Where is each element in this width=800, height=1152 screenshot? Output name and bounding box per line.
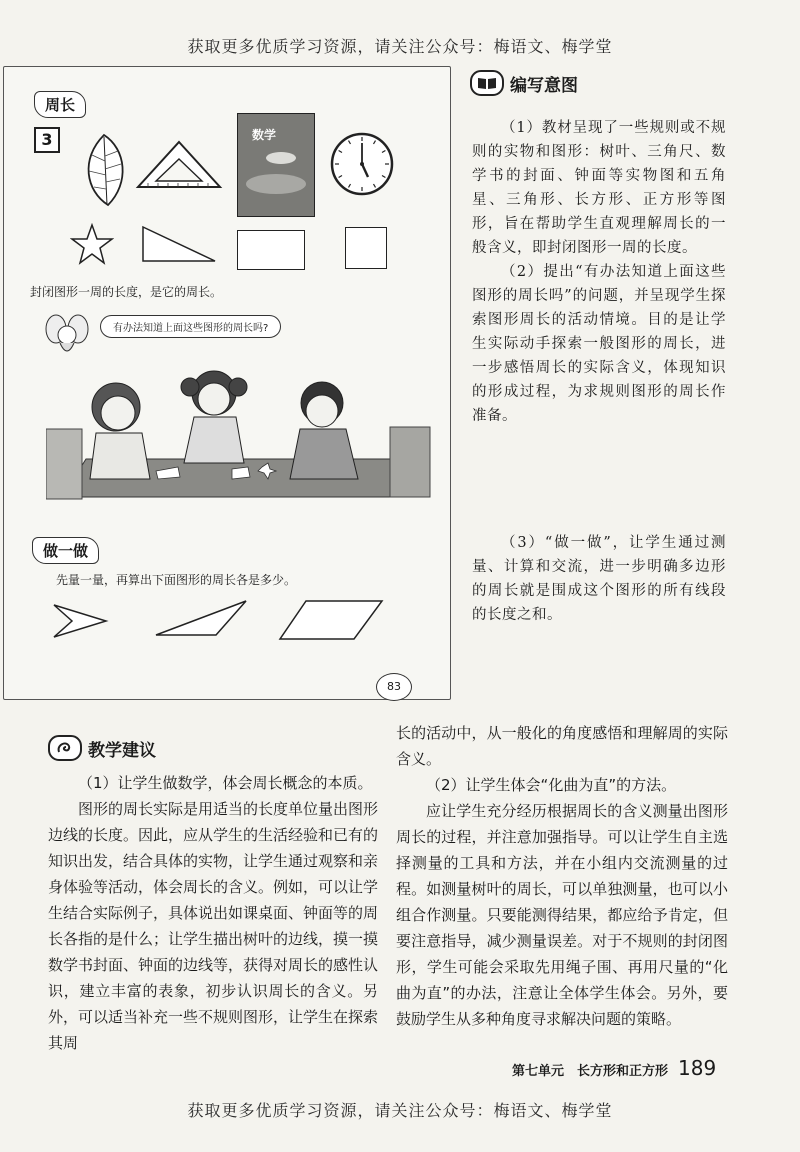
suggestion-left-paragraph-2: 图形的周长实际是用适当的长度单位量出图形边线的长度。因此，应从学生的生活经验和已有的知识出发，结合具体的实物，让学生通过观察和亲身体验等活动，体会周长的含义。例如，可以让学生结合实际例子，具体说出如课桌面、钟面等的周长各指的是什么；让学生描出树叶的边线，摸一摸数学书封面、钟面的边线等，获得对周长的感性认识，建立丰富的表象，初步认识周长的含义。另外，可以适当补充一些不规则图形，让学生在探索其周 <box>48 800 379 1052</box>
suggestion-left-column <box>48 770 378 1056</box>
textbook-page <box>3 66 451 700</box>
intent-paragraph-1: （1）教材呈现了一些规则或不规则的实物和图形：树叶、三角尺、数学书的封面、钟面等实物图和五角星、三角形、长方形、正方形等图形，旨在帮助学生直观理解周长的一般含义，即封闭图形一周的长度。 <box>472 120 726 256</box>
open-book-icon <box>470 70 504 96</box>
intent-paragraph-3: （3）“做一做”，让学生通过测量、计算和交流，进一步明确多边形的周长就是围成这个图形的所有线段的长度之和。 <box>472 535 726 623</box>
star-shape-icon <box>70 223 114 267</box>
footer-page-number: 189 <box>678 1056 717 1080</box>
suggestion-heading <box>48 735 156 761</box>
clock-icon <box>329 131 395 197</box>
suggestion-heading-text: 教学建议 <box>88 740 156 761</box>
book-cover-title: 数学 <box>252 128 277 142</box>
intent-paragraph-2: （2）提出“有办法知道上面这些图形的周长吗”的问题，并呈现学生探索图形周长的活动情境。目的是让学生实际动手探索一般图形的周长，进一步感悟周长的实际含义，体现知识的形成过程，为求规则图形的周长作准备。 <box>472 264 726 424</box>
perimeter-definition: 封闭图形一周的长度，是它的周长。 <box>30 285 223 299</box>
leaf-icon <box>74 131 134 211</box>
square-shape-icon <box>345 227 387 269</box>
set-square-icon <box>134 139 224 193</box>
intent-body <box>472 116 726 428</box>
suggestion-right-continuation: 长的活动中，从一般化的角度感悟和理解周的实际含义。 <box>396 724 728 768</box>
practice-instruction: 先量一量，再算出下面图形的周长各是多少。 <box>56 573 297 587</box>
footer-banner: 获取更多优质学习资源，请关注公众号：梅语文、梅学堂 <box>187 1101 613 1120</box>
header-banner: 获取更多优质学习资源，请关注公众号：梅语文、梅学堂 <box>187 37 613 56</box>
speech-bubble: 有办法知道上面这些图形的周长吗? <box>100 315 281 338</box>
section-tag-perimeter: 周长 <box>34 91 86 118</box>
children-measuring-illustration <box>46 367 436 502</box>
swirl-icon <box>48 735 82 761</box>
intent-heading <box>470 70 578 96</box>
suggestion-right-paragraph-1: （2）让学生体会“化曲为直”的方法。 <box>426 776 677 794</box>
suggestion-right-paragraph-2: 应让学生充分经历根据周长的含义测量出图形周长的过程，并注意加强指导。可以让学生自主选择测量的工具和方法，并在小组内交流测量的过程。如测量树叶的周长，可以单独测量，也可以小组合作测量。只要能测得结果，都应给予肯定，但要注意指导，减少测量误差。对于不规则的封闭图形，学生可能会采取先用绳子围、再用尺量的“化曲为直”的办法，注意让全体学生体会。另外，要鼓励学生从多种角度寻求解决问题的策略。 <box>396 802 728 1028</box>
suggestion-left-paragraph-1: （1）让学生做数学，体会周长概念的本质。 <box>78 774 373 792</box>
page-footer <box>512 1056 716 1080</box>
textbook-page-number: 83 <box>376 673 412 701</box>
intent-body-2 <box>472 531 726 627</box>
math-book-cover <box>237 113 315 217</box>
parallelogram-shape-icon <box>276 597 386 643</box>
rectangle-shape-icon <box>237 230 305 270</box>
practice-tag: 做一做 <box>32 537 99 564</box>
fairy-mascot-icon <box>42 313 92 363</box>
suggestion-right-column <box>396 720 728 1032</box>
example-number: 3 <box>34 127 60 153</box>
right-triangle-shape-icon <box>139 223 219 265</box>
intent-heading-text: 编写意图 <box>510 75 578 96</box>
arrowhead-quad-shape-icon <box>50 601 110 641</box>
footer-unit-title: 第七单元 长方形和正方形 <box>512 1064 669 1079</box>
obtuse-triangle-shape-icon <box>152 597 250 639</box>
